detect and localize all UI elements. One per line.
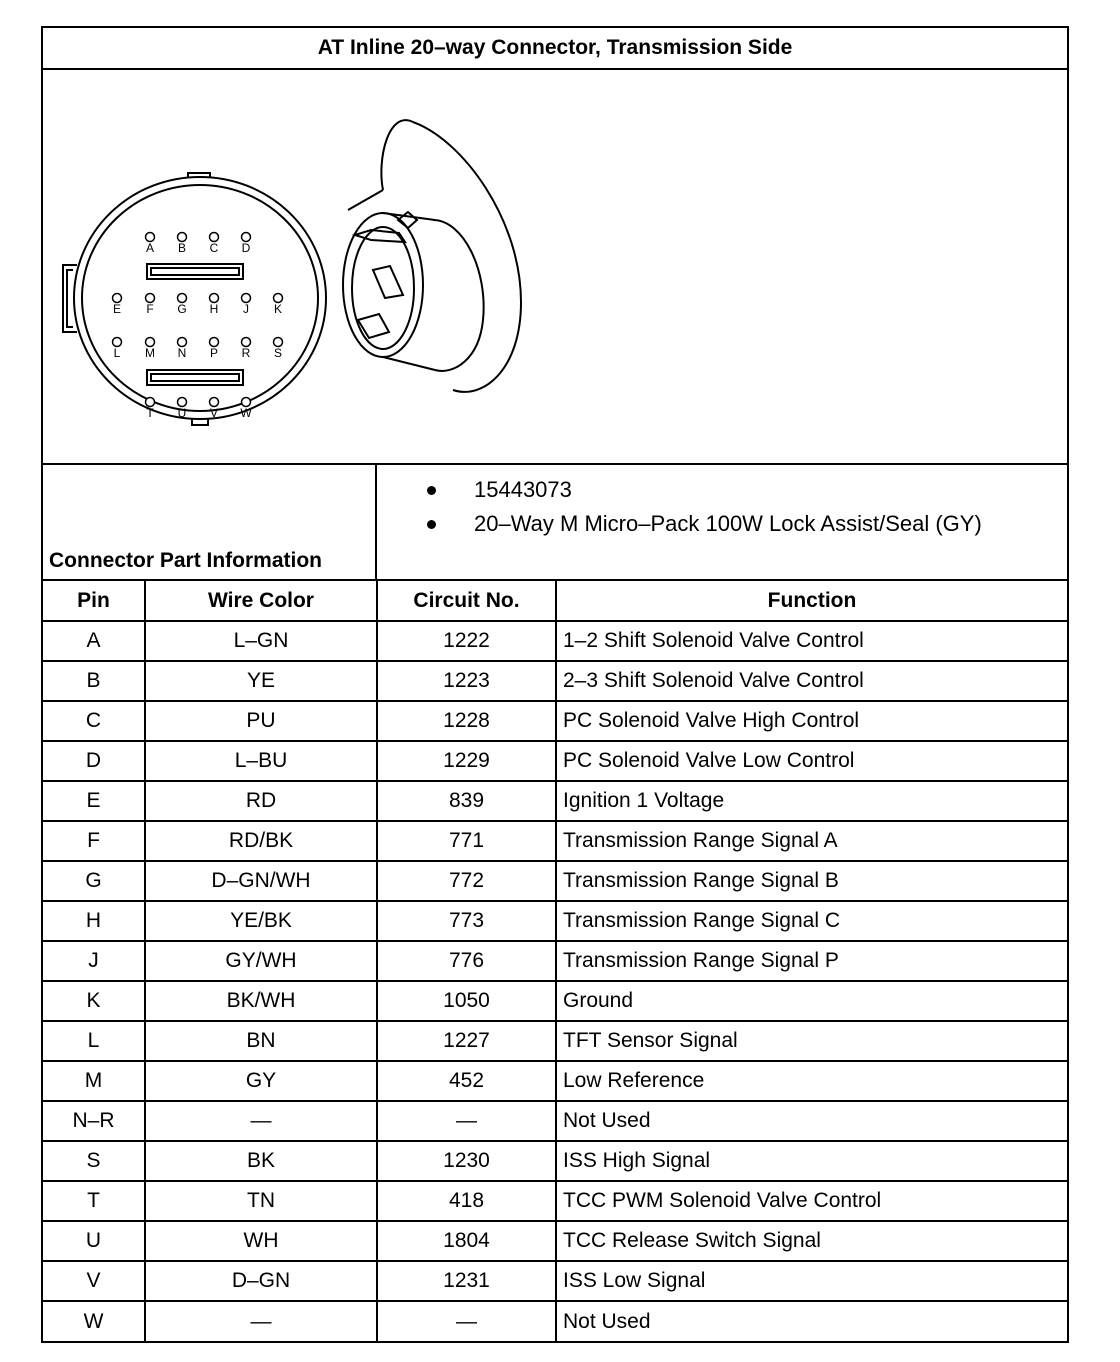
pinout-table [43, 581, 1067, 1341]
header-pin: Pin [43, 581, 145, 621]
header-circuit-no: Circuit No. [377, 581, 556, 621]
pin-cell: A [43, 621, 145, 661]
function-cell: TCC PWM Solenoid Valve Control [556, 1181, 1067, 1221]
wire-color-cell: YE [145, 661, 377, 701]
pin-label: W [240, 406, 252, 420]
pin-label: F [146, 302, 154, 316]
circuit-number-cell: 1227 [377, 1021, 556, 1061]
wire-color-cell: D–GN/WH [145, 861, 377, 901]
function-cell: 2–3 Shift Solenoid Valve Control [556, 661, 1067, 701]
circuit-number-cell: 776 [377, 941, 556, 981]
table-header-row [43, 581, 1067, 621]
pin-label: S [273, 346, 283, 360]
bullet-icon [427, 486, 436, 495]
connector-illustration [43, 70, 1067, 463]
table-row [43, 1301, 1067, 1341]
pin-label: E [112, 302, 122, 316]
circuit-number-cell: 418 [377, 1181, 556, 1221]
pin-cell: C [43, 701, 145, 741]
function-cell: 1–2 Shift Solenoid Valve Control [556, 621, 1067, 661]
table-row [43, 861, 1067, 901]
circuit-number-cell: 1050 [377, 981, 556, 1021]
table-row [43, 941, 1067, 981]
function-cell: Not Used [556, 1101, 1067, 1141]
wire-color-cell: RD/BK [145, 821, 377, 861]
pin-cell: M [43, 1061, 145, 1101]
header-function: Function [556, 581, 1067, 621]
pin-cell: L [43, 1021, 145, 1061]
connector-drawing [43, 70, 1067, 465]
function-cell: Transmission Range Signal C [556, 901, 1067, 941]
function-cell: TCC Release Switch Signal [556, 1221, 1067, 1261]
connector-description: 20–Way M Micro–Pack 100W Lock Assist/Seal (GY) [474, 511, 982, 536]
circuit-number-cell: 1229 [377, 741, 556, 781]
circuit-number-cell: 771 [377, 821, 556, 861]
connector-info-list [377, 465, 1067, 579]
pin-label: R [241, 346, 251, 360]
pin-label: J [243, 302, 249, 316]
connector-sheet [41, 26, 1069, 1343]
function-cell: Transmission Range Signal P [556, 941, 1067, 981]
wire-color-cell: PU [145, 701, 377, 741]
wire-color-cell: D–GN [145, 1261, 377, 1301]
table-row [43, 1221, 1067, 1261]
part-number: 15443073 [474, 477, 572, 502]
circuit-number-cell: 773 [377, 901, 556, 941]
connector-info-item [427, 507, 1067, 541]
pinout-rows [43, 621, 1067, 1341]
pin-label: T [146, 406, 154, 420]
table-row [43, 741, 1067, 781]
table-row [43, 661, 1067, 701]
pin-label: B [177, 241, 187, 255]
pin-label: G [177, 302, 187, 316]
connector-body [343, 120, 521, 392]
pin-label: M [145, 346, 155, 360]
function-cell: Low Reference [556, 1061, 1067, 1101]
circuit-number-cell: 1228 [377, 701, 556, 741]
pin-label: D [241, 241, 251, 255]
circuit-number-cell: 1230 [377, 1141, 556, 1181]
circuit-number-cell: 452 [377, 1061, 556, 1101]
header-wire-color: Wire Color [145, 581, 377, 621]
wire-color-cell: TN [145, 1181, 377, 1221]
connector-info-item [427, 473, 1067, 507]
wire-color-cell: BN [145, 1021, 377, 1061]
pin-cell: B [43, 661, 145, 701]
page-title: AT Inline 20–way Connector, Transmission Side [43, 28, 1067, 70]
pin-label: K [273, 302, 283, 316]
table-row [43, 821, 1067, 861]
connector-info-label: Connector Part Information [43, 465, 377, 579]
pin-label: U [177, 406, 187, 420]
function-cell: Ground [556, 981, 1067, 1021]
wire-color-cell: L–GN [145, 621, 377, 661]
connector-part-info [43, 465, 1067, 581]
pin-cell: K [43, 981, 145, 1021]
pin-cell: T [43, 1181, 145, 1221]
pin-cell: S [43, 1141, 145, 1181]
wire-color-cell: L–BU [145, 741, 377, 781]
pin-cell: V [43, 1261, 145, 1301]
table-row [43, 981, 1067, 1021]
wire-color-cell: GY/WH [145, 941, 377, 981]
table-row [43, 1261, 1067, 1301]
function-cell: PC Solenoid Valve High Control [556, 701, 1067, 741]
function-cell: Ignition 1 Voltage [556, 781, 1067, 821]
circuit-number-cell: — [377, 1101, 556, 1141]
wire-color-cell: GY [145, 1061, 377, 1101]
circuit-number-cell: 772 [377, 861, 556, 901]
wire-color-cell: BK [145, 1141, 377, 1181]
table-row [43, 901, 1067, 941]
pin-label: L [113, 346, 121, 360]
circuit-number-cell: 1222 [377, 621, 556, 661]
pin-cell: J [43, 941, 145, 981]
pin-cell: N–R [43, 1101, 145, 1141]
table-row [43, 1141, 1067, 1181]
table-row [43, 1181, 1067, 1221]
connector-face [63, 173, 326, 425]
bullet-icon [427, 520, 436, 529]
circuit-number-cell: 1231 [377, 1261, 556, 1301]
function-cell: Not Used [556, 1301, 1067, 1341]
circuit-number-cell: — [377, 1301, 556, 1341]
table-row [43, 621, 1067, 661]
pin-cell: F [43, 821, 145, 861]
pin-label: N [177, 346, 187, 360]
table-row [43, 1061, 1067, 1101]
pin-cell: E [43, 781, 145, 821]
wire-color-cell: WH [145, 1221, 377, 1261]
wire-color-cell: — [145, 1301, 377, 1341]
pin-cell: W [43, 1301, 145, 1341]
pin-label: P [209, 346, 219, 360]
wire-color-cell: — [145, 1101, 377, 1141]
pin-label: A [145, 241, 155, 255]
function-cell: PC Solenoid Valve Low Control [556, 741, 1067, 781]
wire-color-cell: BK/WH [145, 981, 377, 1021]
pin-cell: D [43, 741, 145, 781]
circuit-number-cell: 1223 [377, 661, 556, 701]
table-row [43, 701, 1067, 741]
table-row [43, 781, 1067, 821]
pin-label: H [209, 302, 219, 316]
function-cell: ISS Low Signal [556, 1261, 1067, 1301]
wire-color-cell: YE/BK [145, 901, 377, 941]
table-row [43, 1021, 1067, 1061]
table-row [43, 1101, 1067, 1141]
pin-cell: U [43, 1221, 145, 1261]
pin-cell: H [43, 901, 145, 941]
function-cell: Transmission Range Signal A [556, 821, 1067, 861]
circuit-number-cell: 839 [377, 781, 556, 821]
pin-label: V [209, 406, 219, 420]
function-cell: ISS High Signal [556, 1141, 1067, 1181]
function-cell: Transmission Range Signal B [556, 861, 1067, 901]
function-cell: TFT Sensor Signal [556, 1021, 1067, 1061]
pin-label: C [209, 241, 219, 255]
circuit-number-cell: 1804 [377, 1221, 556, 1261]
wire-color-cell: RD [145, 781, 377, 821]
pin-cell: G [43, 861, 145, 901]
